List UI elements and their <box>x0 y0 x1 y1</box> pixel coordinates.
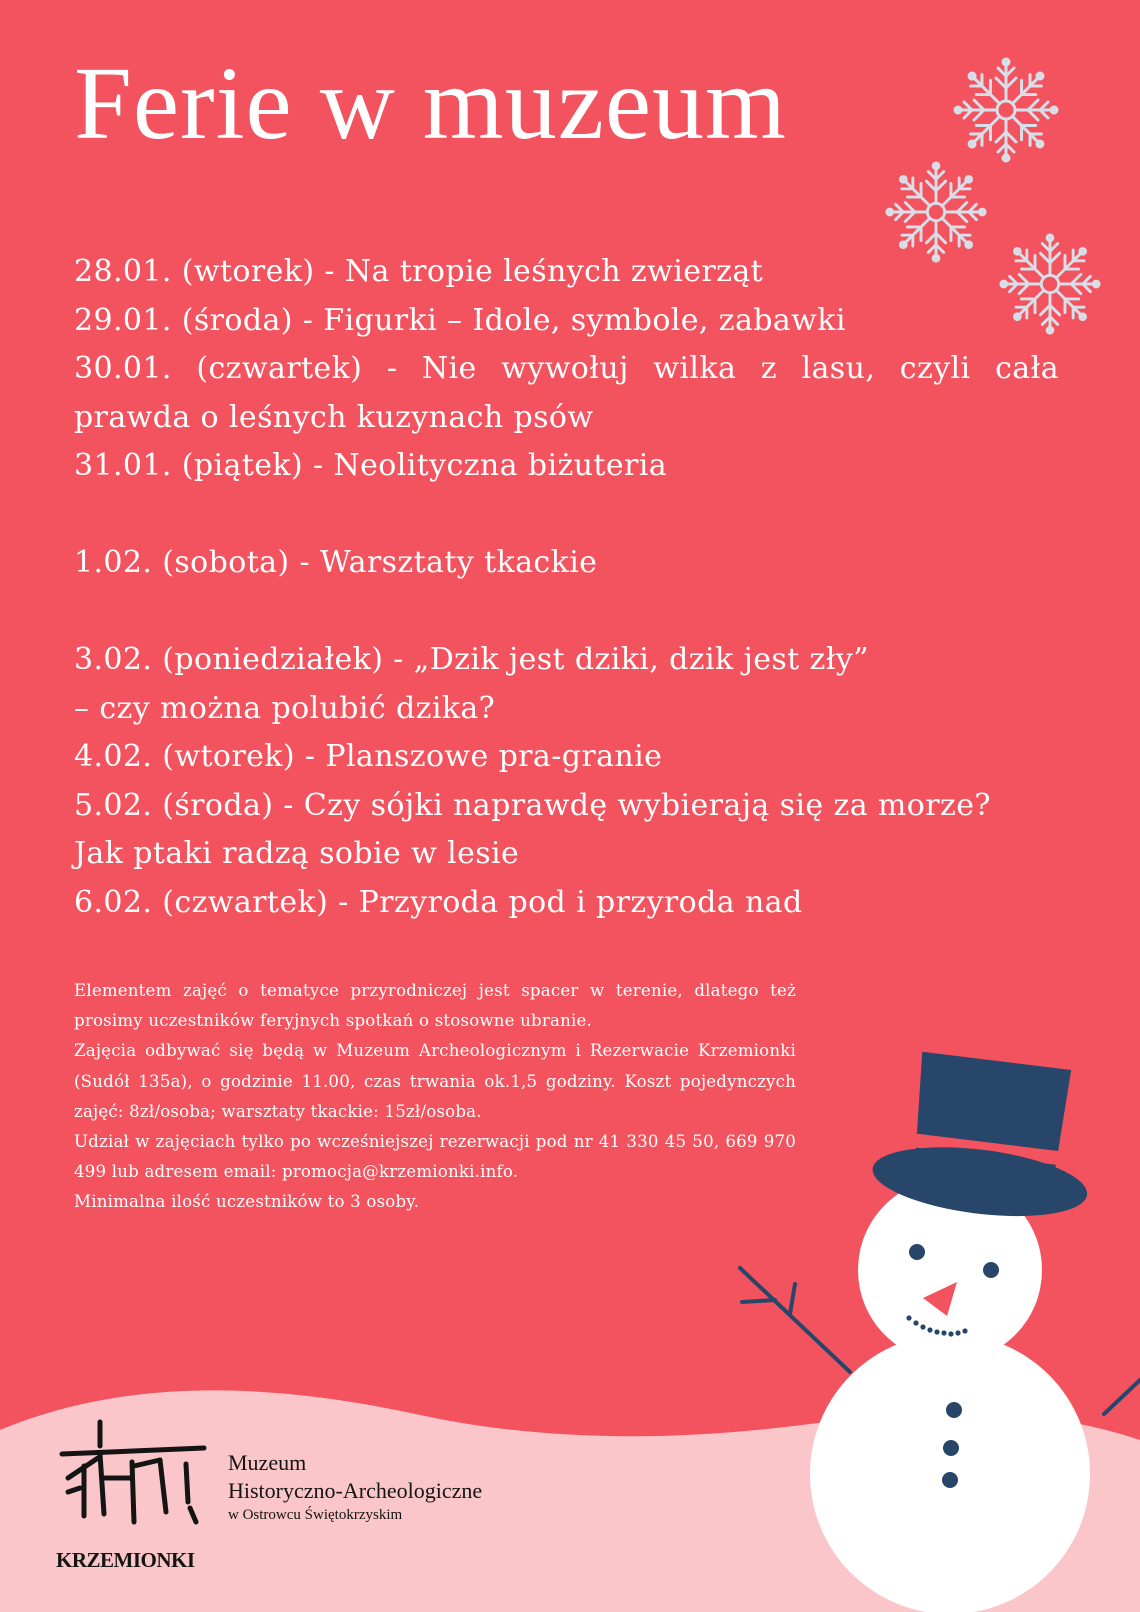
museum-line-3: w Ostrowcu Świętokrzyskim <box>228 1507 403 1523</box>
schedule-item: 31.01. (piątek) - Neolityczna biżuteria <box>74 448 668 483</box>
schedule-item: prawda o leśnych kuzynach psów <box>74 399 594 435</box>
schedule-item: – czy można polubić dzika? <box>74 690 496 726</box>
page-title: Ferie w muzeum <box>74 46 787 161</box>
schedule-item: 4.02. (wtorek) - Planszowe pra-granie <box>74 739 663 774</box>
note-paragraph: Elementem zajęć o tematyce przyrodniczej jest spacer w terenie, dlatego też prosimy uczestników feryjnych spotkań o stosowne ubranie. <box>74 981 796 1031</box>
note-paragraph: Udział w zajęciach tylko po wcześniejszej rezerwacji pod nr 41 330 45 50, 669 970 499 lub adresem email: promocja@krzemionki.info. <box>74 1132 796 1182</box>
schedule-item: 6.02. (czwartek) - Przyroda pod i przyroda nad <box>74 884 803 920</box>
krzemionki-logo-icon <box>54 1418 214 1538</box>
note-paragraph: Minimalna ilość uczestników to 3 osoby. <box>74 1192 420 1212</box>
schedule-item: 28.01. (wtorek) - Na tropie leśnych zwierząt <box>74 254 764 289</box>
schedule-item: 1.02. (sobota) - Warsztaty tkackie <box>74 545 598 580</box>
schedule-item: 3.02. (poniedziałek) - „Dzik jest dziki, dzik jest zły” <box>74 642 869 677</box>
schedule-item: 5.02. (środa) - Czy sójki naprawdę wybierają się za morze? <box>74 787 991 823</box>
museum-name <box>228 1449 482 1525</box>
note-paragraph: Zajęcia odbywać się będą w Muzeum Archeologicznym i Rezerwacie Krzemionki (Sudół 135a), o godzinie 11.00, czas trwania ok.1,5 godziny. Koszt pojedynczych zajęć: 8zł/osoba; warsztaty tkackie: 15zł/osoba. <box>74 1041 796 1121</box>
museum-line-2: Historyczno-Archeologiczne <box>228 1478 483 1503</box>
museum-line-1: Muzeum <box>228 1450 307 1475</box>
schedule-item: Jak ptaki radzą sobie w lesie <box>74 836 520 871</box>
schedule-item: 30.01. (czwartek) - Nie wywołuj wilka z lasu, czyli cała <box>74 351 1059 386</box>
schedule-item: 29.01. (środa) - Figurki – Idole, symbole, zabawki <box>74 302 846 338</box>
brand-name: KRZEMIONKI <box>56 1548 195 1572</box>
